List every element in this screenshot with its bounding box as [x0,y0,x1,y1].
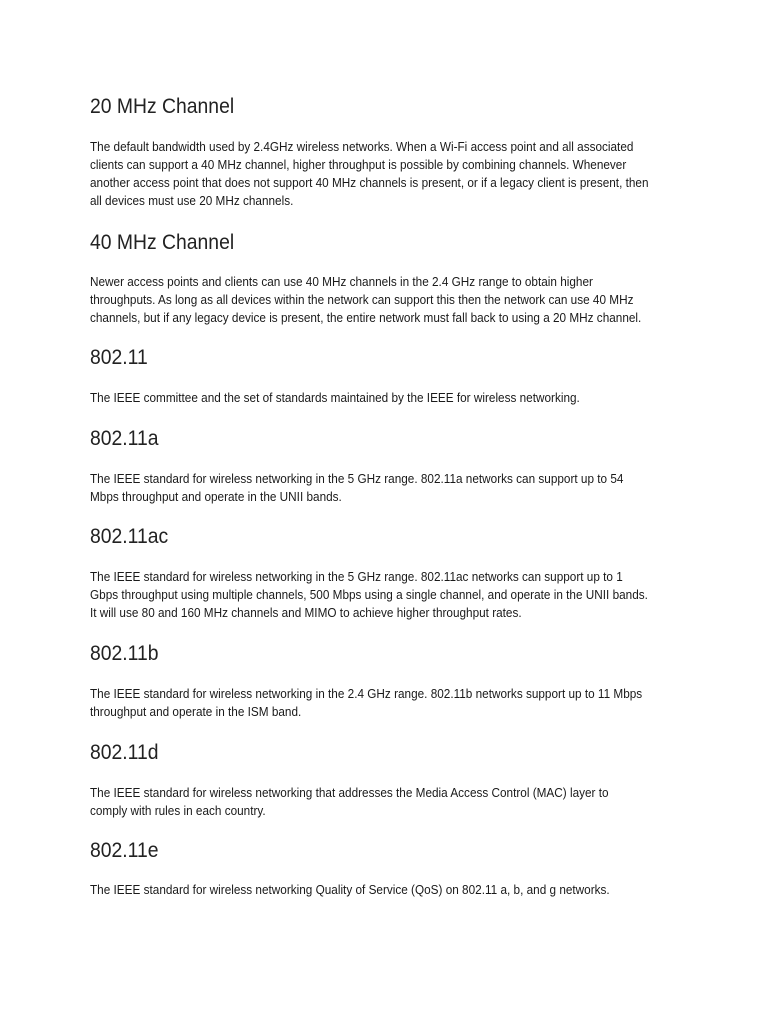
entry-definition [90,685,678,721]
definition-line: It will use 80 and 160 MHz channels and MIMO to achieve higher throughput rates. [90,605,522,620]
definition-line: throughputs. As long as all devices within the network can support this then the network can use 40 MHz [90,292,634,307]
entry-title: 20 MHz Channel [90,94,235,118]
entry-title: 40 MHz Channel [90,230,235,254]
definition-line: all devices must use 20 MHz channels. [90,193,294,208]
entry-definition [90,389,678,407]
entry-title: 802.11a [90,426,159,450]
definition-line: another access point that does not support 40 MHz channels is present, or if a legacy client is present, then [90,175,649,190]
entry-title: 802.11 [90,345,148,369]
glossary-entry-802-11a [90,425,690,504]
entry-definition [90,881,678,899]
entry-definition [90,273,678,327]
definition-line: The default bandwidth used by 2.4GHz wireless networks. When a Wi-Fi access point and all associated [90,139,634,154]
definition-line: Newer access points and clients can use 40 MHz channels in the 2.4 GHz range to obtain higher [90,274,593,289]
definition-line: comply with rules in each country. [90,803,266,818]
entry-title: 802.11e [90,838,159,862]
definition-line: The IEEE standard for wireless networking in the 5 GHz range. 802.11ac networks can support up to 1 [90,569,623,584]
entry-title: 802.11d [90,740,159,764]
definition-line: The IEEE standard for wireless networking that addresses the Media Access Control (MAC) layer to [90,785,609,800]
entry-definition [90,568,678,622]
definition-line: throughput and operate in the ISM band. [90,704,302,719]
glossary-entry-802-11b [90,640,690,719]
definition-line: The IEEE committee and the set of standards maintained by the IEEE for wireless networking. [90,390,580,405]
entry-definition [90,470,678,506]
glossary-entry-802-11ac [90,523,690,620]
definition-line: channels, but if any legacy device is present, the entire network must fall back to using a 20 MHz channel. [90,310,642,325]
definition-line: The IEEE standard for wireless networking Quality of Service (QoS) on 802.11 a, b, and g networks. [90,882,610,897]
definition-line: Mbps throughput and operate in the UNII bands. [90,489,342,504]
glossary-entry-802-11d [90,739,690,818]
entry-title: 802.11ac [90,524,169,548]
entry-title: 802.11b [90,641,159,665]
glossary-entry-802-11 [90,344,690,405]
glossary-entry-20mhz-channel [90,93,690,208]
entry-definition [90,138,678,210]
entry-definition [90,784,678,820]
glossary-entry-802-11e [90,837,690,897]
definition-line: clients can support a 40 MHz channel, higher throughput is possible by combining channels. Whenever [90,157,627,172]
definition-line: Gbps throughput using multiple channels, 500 Mbps using a single channel, and operate in the UNII bands. [90,587,648,602]
definition-line: The IEEE standard for wireless networking in the 5 GHz range. 802.11a networks can support up to 54 [90,471,624,486]
definition-line: The IEEE standard for wireless networking in the 2.4 GHz range. 802.11b networks support up to 11 Mbps [90,686,643,701]
glossary-entry-40mhz-channel [90,229,690,325]
